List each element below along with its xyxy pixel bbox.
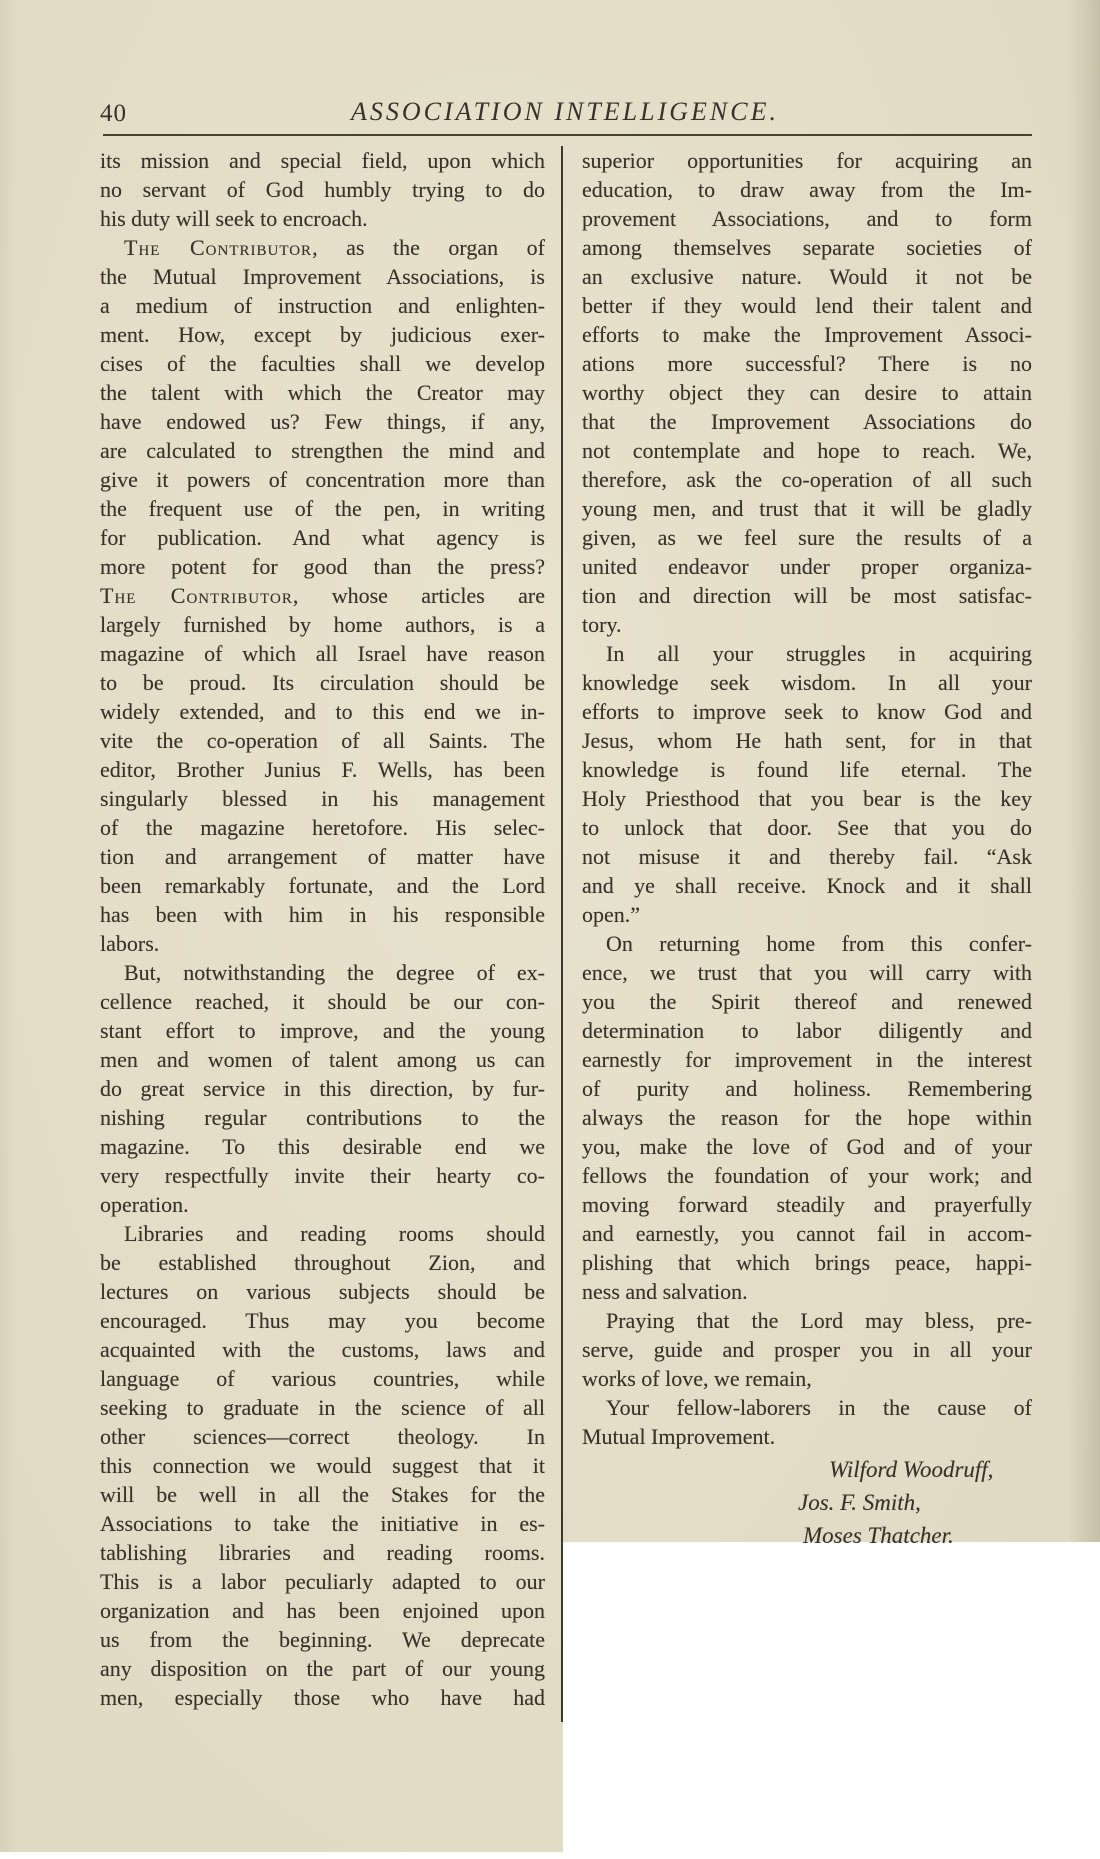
header-rule [103,134,1032,136]
text-line: for publication. And what agency is [100,525,545,550]
text-line: magazine of which all Israel have reason [100,641,545,666]
text-line: education, to draw away from the Im- [582,177,1032,202]
text-column-left [100,146,545,1712]
text-line: cises of the faculties shall we develop [100,351,545,376]
text-line: tion and arrangement of matter have [100,844,545,869]
text-line: you, make the love of God and of your [582,1134,1032,1159]
text-line: language of various countries, while [100,1366,545,1391]
text-line: magazine. To this desirable end we [100,1134,545,1159]
text-line: ence, we trust that you will carry with [582,960,1032,985]
text-line: other sciences—correct theology. In [100,1424,545,1449]
text-line: among themselves separate societies of [582,235,1032,260]
text-column-right [582,146,1032,1552]
text-line: Mutual Improvement. [582,1424,776,1449]
signature-line: Moses Thatcher. [803,1523,954,1548]
text-line: be established throughout Zion, and [100,1250,545,1275]
text-line: The Contributor, as the organ of [124,235,545,260]
text-line: tion and direction will be most satisfac- [582,583,1032,608]
text-line: The Contributor, whose articles are [100,583,545,608]
text-line: no servant of God humbly trying to do [100,177,545,202]
text-line: serve, guide and prosper you in all your [582,1337,1032,1362]
text-line: a medium of instruction and enlighten- [100,293,545,318]
text-line: stant effort to improve, and the young [100,1018,545,1043]
text-line: this connection we would suggest that it [100,1453,545,1478]
text-line: more potent for good than the press? [100,554,545,579]
text-line: vite the co-operation of all Saints. The [100,728,545,753]
text-line: Jesus, whom He hath sent, for in that [582,728,1032,753]
text-line: Holy Priesthood that you bear is the key [582,786,1032,811]
text-line: men and women of talent among us can [100,1047,545,1072]
text-line: to unlock that door. See that you do [582,815,1032,840]
text-line: has been with him in his responsible [100,902,545,927]
text-line: an exclusive nature. Would it not be [582,264,1032,289]
text-line: Libraries and reading rooms should [124,1221,545,1246]
running-title: ASSOCIATION INTELLIGENCE. [351,97,779,126]
text-line: But, notwithstanding the degree of ex- [124,960,545,985]
text-line: therefore, ask the co-operation of all such [582,467,1032,492]
text-line: largely furnished by home authors, is a [100,612,545,637]
text-line: ment. How, except by judicious exer- [100,322,545,347]
signature-line: Jos. F. Smith, [798,1490,921,1515]
text-line: ness and salvation. [582,1279,748,1304]
text-line: give it powers of concentration more than [100,467,545,492]
text-line: ations more successful? There is no [582,351,1032,376]
text-line: Associations to take the initiative in es- [100,1511,545,1536]
text-line: labors. [100,931,160,956]
text-line: men, especially those who have had [100,1685,545,1710]
text-line: that the Improvement Associations do [582,409,1032,434]
text-line: have endowed us? Few things, if any, [100,409,545,434]
text-line: efforts to improve seek to know God and [582,699,1032,724]
text-line: works of love, we remain, [582,1366,812,1391]
text-line: earnestly for improvement in the interest [582,1047,1032,1072]
column-divider [561,146,563,1722]
text-line: seeking to graduate in the science of all [100,1395,545,1420]
text-line: operation. [100,1192,189,1217]
text-line: not misuse it and thereby fail. “Ask [582,844,1032,869]
text-line: tory. [582,612,622,637]
text-line: singularly blessed in his management [100,786,545,811]
text-line: not contemplate and hope to reach. We, [582,438,1032,463]
text-line: of the magazine heretofore. His selec- [100,815,545,840]
text-line: young men, and trust that it will be gladly [582,496,1032,521]
text-line: moving forward steadily and prayerfully [582,1192,1032,1217]
text-line: This is a labor peculiarly adapted to our [100,1569,545,1594]
text-line: united endeavor under proper organiza- [582,554,1032,579]
text-line: cellence reached, it should be our con- [100,989,545,1014]
text-line: better if they would lend their talent and [582,293,1032,318]
text-line: its mission and special field, upon which [100,148,545,173]
text-line: the Mutual Improvement Associations, is [100,264,545,289]
text-line: us from the beginning. We deprecate [100,1627,545,1652]
text-column-right-paragraphs [582,146,1032,1451]
text-line: any disposition on the part of our young [100,1656,545,1681]
text-line: given, as we feel sure the results of a [582,525,1032,550]
text-line: widely extended, and to this end we in- [100,699,545,724]
text-line: open.” [582,902,641,927]
text-line: On returning home from this confer- [606,931,1032,956]
text-line: to be proud. Its circulation should be [100,670,545,695]
text-line: lectures on various subjects should be [100,1279,545,1304]
text-line: organization and has been enjoined upon [100,1598,545,1623]
text-line: and earnestly, you cannot fail in accom- [582,1221,1032,1246]
text-line: very respectfully invite their hearty co- [100,1163,545,1188]
text-line: knowledge seek wisdom. In all your [582,670,1032,695]
text-line: will be well in all the Stakes for the [100,1482,545,1507]
text-line: and ye shall receive. Knock and it shall [582,873,1032,898]
text-line: Your fellow-laborers in the cause of [606,1395,1032,1420]
scan-background-cutout [563,1542,1100,1859]
text-line: acquainted with the customs, laws and [100,1337,545,1362]
text-line: tablishing libraries and reading rooms. [100,1540,545,1565]
text-line: are calculated to strengthen the mind and [100,438,545,463]
text-line: the frequent use of the pen, in writing [100,496,545,521]
text-line: superior opportunities for acquiring an [582,148,1032,173]
signature-line: Wilford Woodruff, [829,1457,994,1482]
text-line: always the reason for the hope within [582,1105,1032,1130]
text-line: In all your struggles in acquiring [606,641,1032,666]
text-line: knowledge is found life eternal. The [582,757,1032,782]
text-line: fellows the foundation of your work; and [582,1163,1032,1188]
text-line: the talent with which the Creator may [100,380,545,405]
text-line: Praying that the Lord may bless, pre- [606,1308,1032,1333]
text-line: worthy object they can desire to attain [582,380,1032,405]
text-line: nishing regular contributions to the [100,1105,545,1130]
text-line: you the Spirit thereof and renewed [582,989,1032,1014]
text-line: efforts to make the Improvement Associ- [582,322,1032,347]
signature-block [582,1453,1032,1552]
text-line: of purity and holiness. Remembering [582,1076,1032,1101]
text-line: editor, Brother Junius F. Wells, has been [100,757,545,782]
page-number: 40 [100,100,127,127]
text-line: provement Associations, and to form [582,206,1032,231]
text-line: do great service in this direction, by fur- [100,1076,545,1101]
text-line: plishing that which brings peace, happi- [582,1250,1032,1275]
text-line: determination to labor diligently and [582,1018,1032,1043]
text-line: encouraged. Thus may you become [100,1308,545,1333]
text-line: his duty will seek to encroach. [100,206,368,231]
text-line: been remarkably fortunate, and the Lord [100,873,545,898]
